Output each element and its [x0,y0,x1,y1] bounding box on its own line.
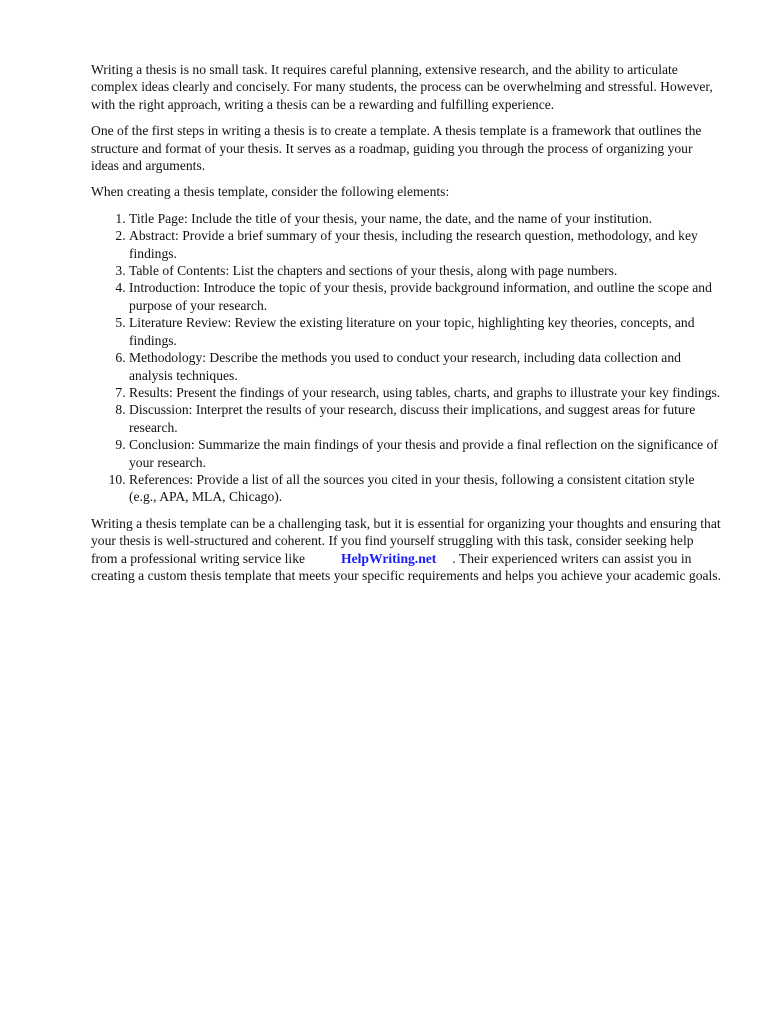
list-item: 4. Introduction: Introduce the topic of your thesis, provide background information, and outline the scope and purpose of your research. [129,279,721,314]
helpwriting-link[interactable]: HelpWriting.net [341,550,437,566]
closing-text-before-link: Writing a thesis template can be a challenging task, but it is essential for organizing your thoughts and ensuring that your thesis is well-structured and coherent. If you find yourself struggling with this task, consider seeking help from a professional writing service like [91,515,721,566]
list-item: 7. Results: Present the findings of your research, using tables, charts, and graphs to illustrate your key findings. [129,384,721,401]
list-item: 9. Conclusion: Summarize the main findings of your thesis and provide a final reflection on the significance of your research. [129,436,721,471]
list-item: 8. Discussion: Interpret the results of your research, discuss their implications, and suggest areas for future research. [129,401,721,436]
intro-paragraph: Writing a thesis is no small task. It requires careful planning, extensive research, and the ability to articulate complex ideas clearly and concisely. For many students, the process can be overwhelming and stressful. However, with the right approach, writing a thesis can be a rewarding and fulfilling experience. [91,62,713,112]
closing-paragraph [91,515,721,585]
list-item: 6. Methodology: Describe the methods you used to conduct your research, including data collection and analysis techniques. [129,349,721,384]
document-body [91,61,721,593]
thesis-elements-list [91,210,721,506]
list-item: 1. Title Page: Include the title of your thesis, your name, the date, and the name of your institution. [129,210,721,227]
template-paragraph: One of the first steps in writing a thesis is to create a template. A thesis template is a framework that outlines the structure and format of your thesis. It serves as a roadmap, guiding you through the process of organizing your ideas and arguments. [91,123,702,174]
list-item: 3. Table of Contents: List the chapters and sections of your thesis, along with page numbers. [129,262,721,279]
list-item: 10. References: Provide a list of all the sources you cited in your thesis, following a consistent citation style (e.g., APA, MLA, Chicago). [129,471,721,506]
elements-intro-paragraph: When creating a thesis template, consider the following elements: [91,184,450,200]
list-item: 5. Literature Review: Review the existing literature on your topic, highlighting key theories, concepts, and findings. [129,314,721,349]
list-item: 2. Abstract: Provide a brief summary of your thesis, including the research question, methodology, and key findings. [129,227,721,262]
closing-text-after-link: . Their experienced writers can assist you in creating a custom thesis template that meets your specific requirements and helps you achieve your academic goals. [91,550,721,583]
